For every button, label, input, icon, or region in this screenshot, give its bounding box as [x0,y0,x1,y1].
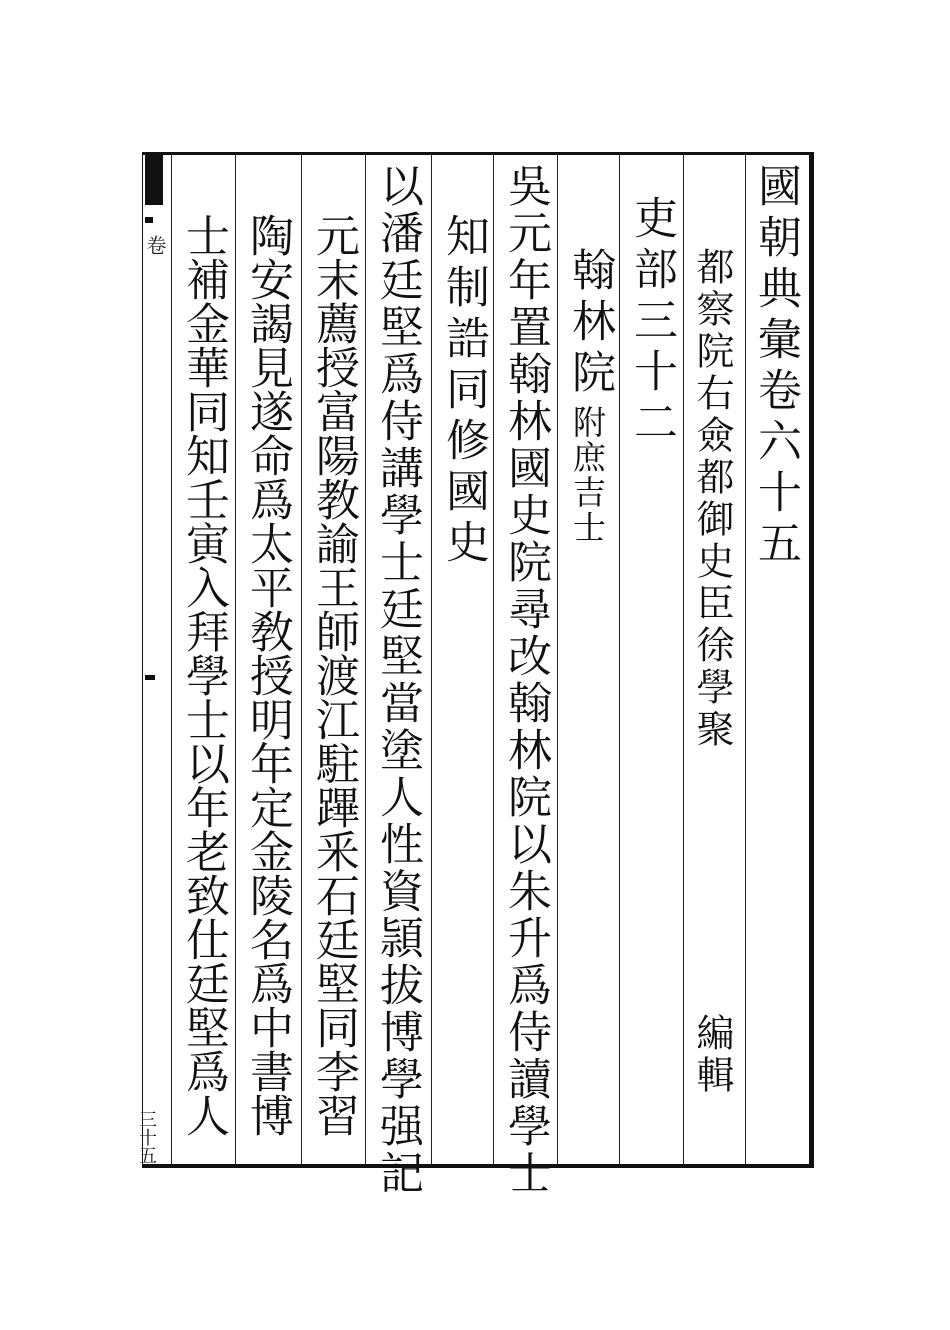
body-text-column: 元末薦授富陽教諭王師渡江駐蹕釆石廷堅同李習 [308,213,359,1137]
column-rule [235,155,236,1164]
subsection-note: 附庶吉士 [568,405,607,545]
column-rule [171,155,172,1164]
body-text-column: 陶安謁見遂命爲太平敎授明年定金陵名爲中書博 [242,213,293,1137]
column-rule [557,155,558,1164]
column-rule [745,155,746,1164]
fold-mark [145,217,153,223]
body-text-column: 士補金華同知壬寅入拜學士以年老致仕廷堅爲人 [178,213,229,1137]
column-rule [683,155,684,1164]
fold-mark [145,675,155,680]
column-rule [619,155,620,1164]
folio-number: 三十五 [136,1110,157,1164]
compiler-role: 編輯 [690,1013,734,1097]
body-text-column: 以潘廷堅爲侍講學士廷堅當塗人性資頴拔博學强記 [372,163,423,1197]
fish-tail-mark [145,155,163,205]
section-heading: 吏部三十二 [626,195,677,450]
body-text-column: 知制誥同修國史 [438,213,489,570]
column-rule [431,155,432,1164]
page-centre-fold [145,155,167,1164]
compiler-column: 都察院右僉都御史臣徐學聚 [690,247,734,751]
book-title-column: 國朝典彙卷六十五 [750,163,801,571]
body-text-column: 吳元年置翰林國史院尋改翰林院以朱升爲侍讀學士 [500,163,551,1197]
column-rule [301,155,302,1164]
text-frame [136,152,814,1197]
column-rule [493,155,494,1164]
subsection-heading: 翰林院 [564,247,615,400]
column-rule [365,155,366,1164]
centre-fold-text: 卷 [143,235,167,263]
